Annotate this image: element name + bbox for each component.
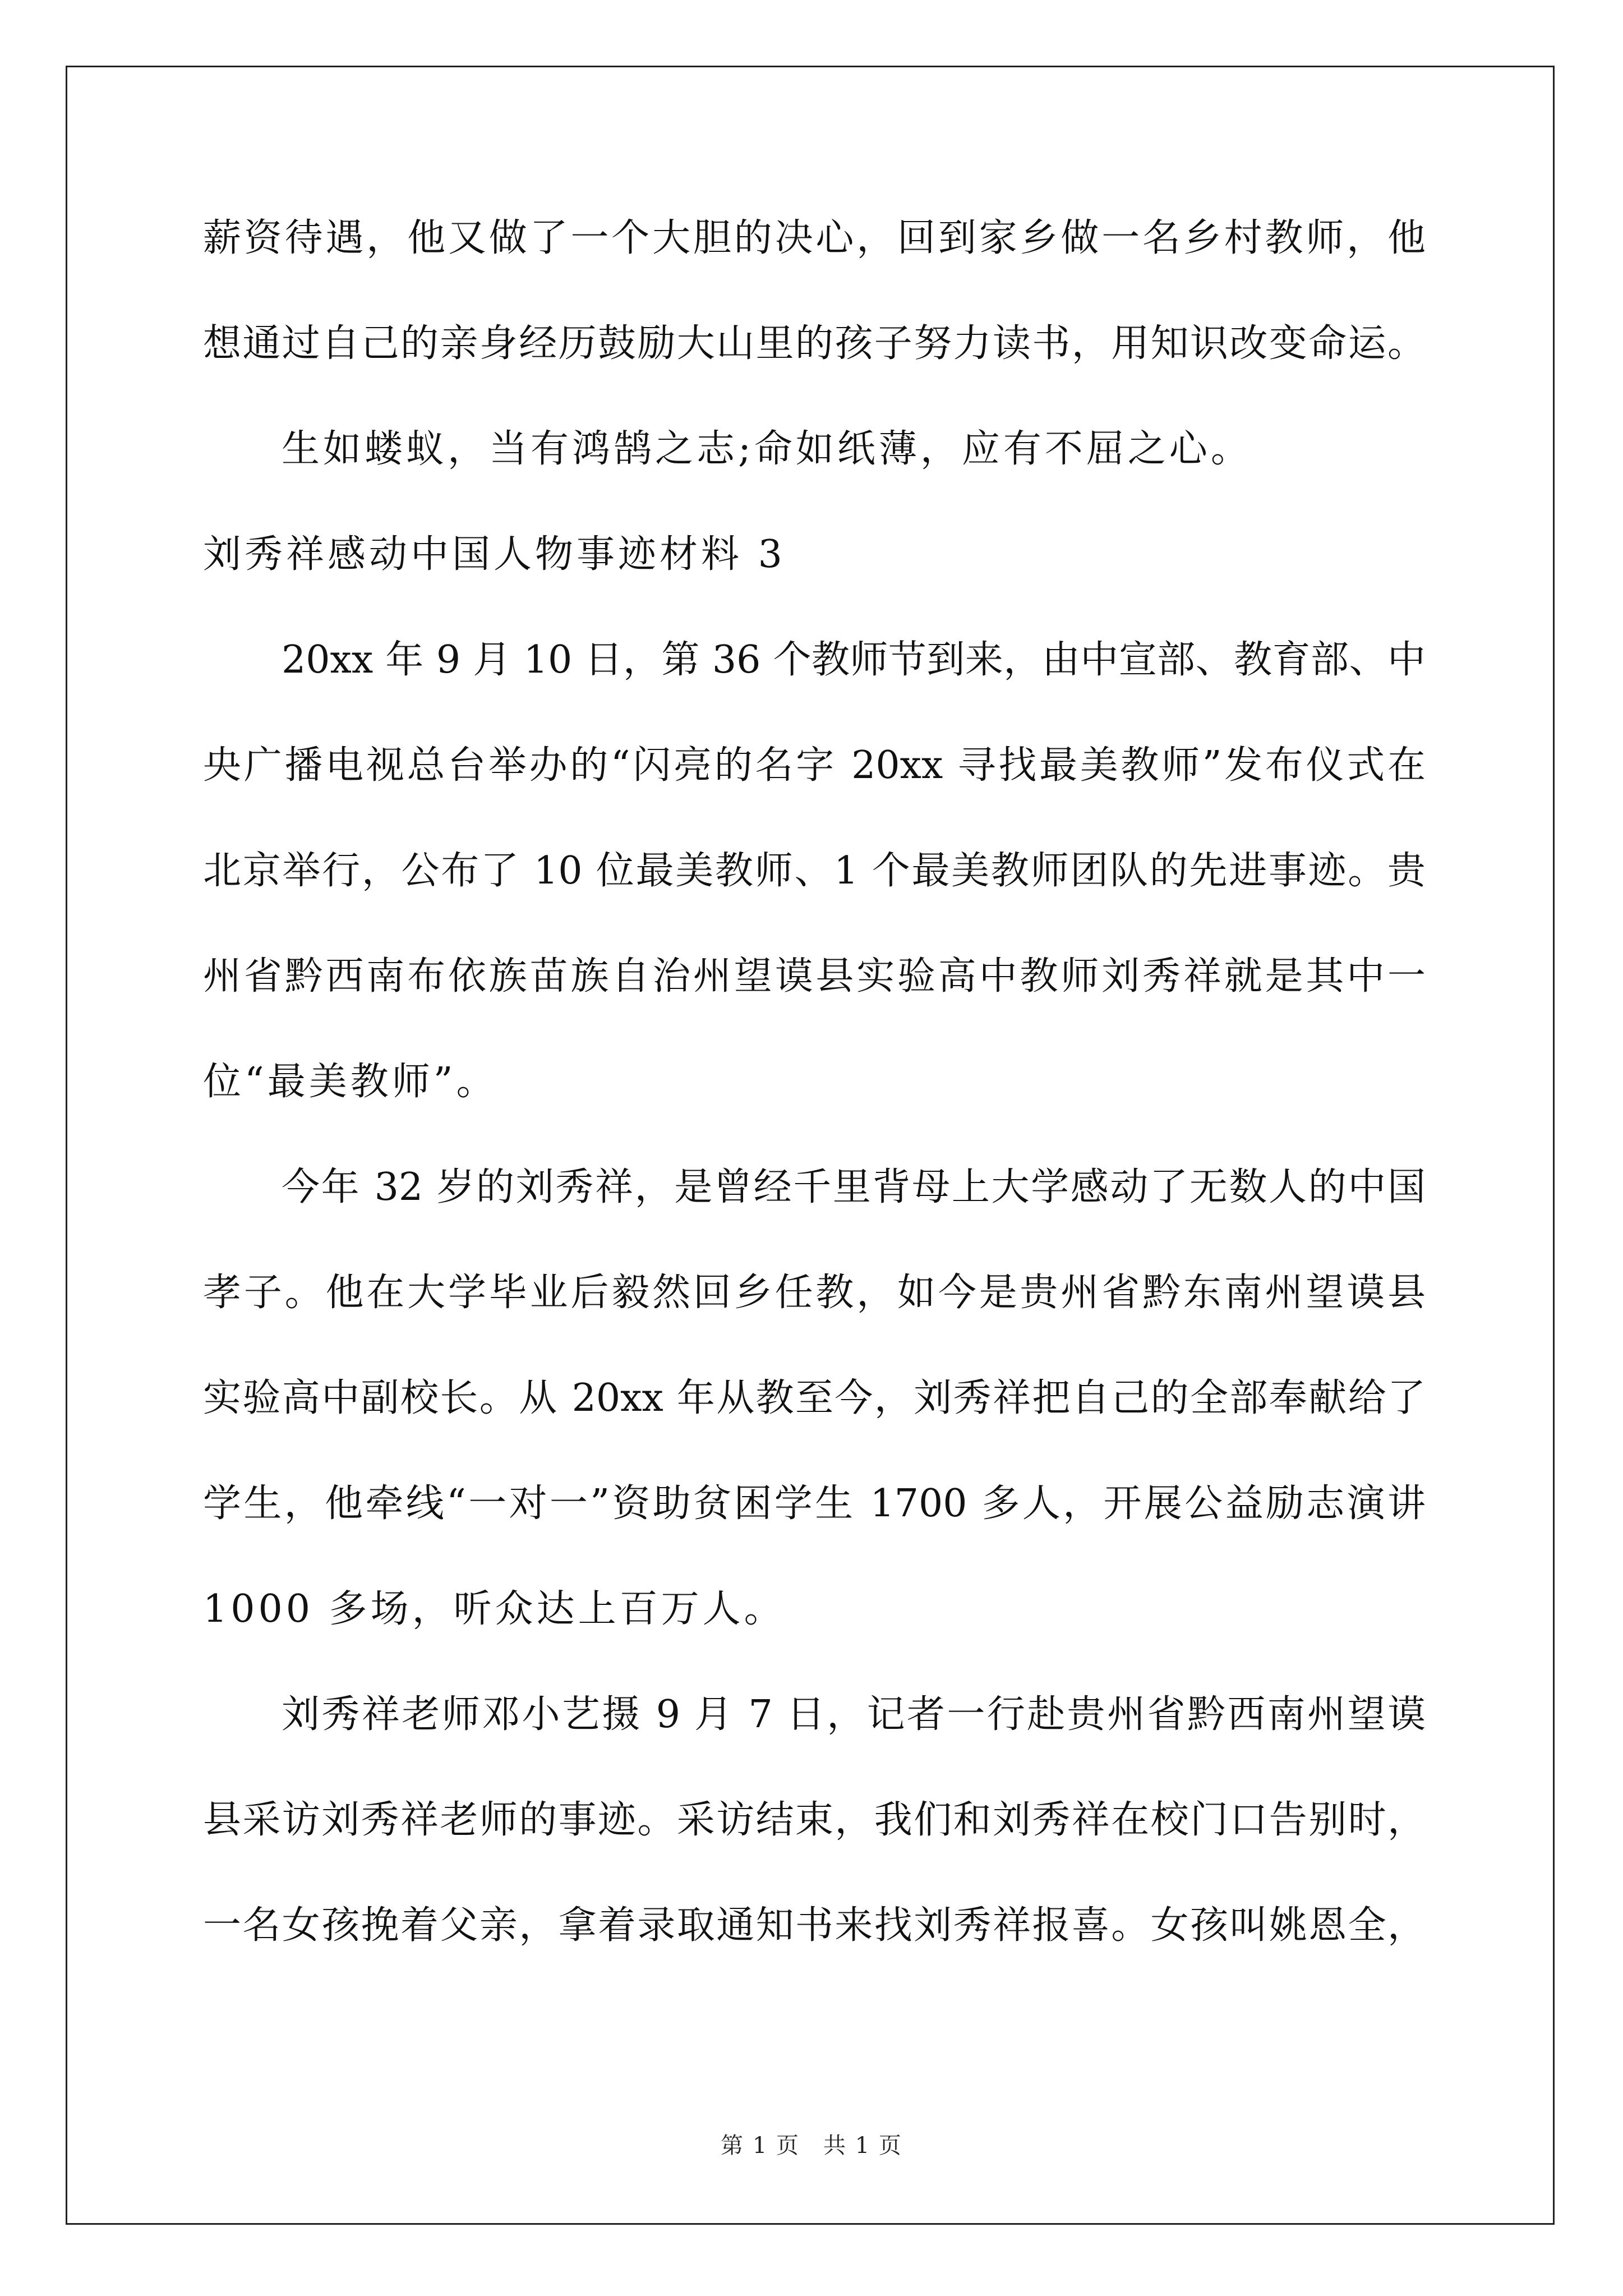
text-line: 20xx 年 9 月 10 日，第 36 个教师节到来，由中宣部、教育部、中 xyxy=(282,638,1426,682)
text-line: 1000 多场，听众达上百万人。 xyxy=(203,1587,786,1631)
text-line: 生如蝼蚁，当有鸿鹄之志;命如纸薄，应有不屈之心。 xyxy=(282,427,1252,471)
text-line: 一名女孩挽着父亲，拿着录取通知书来找刘秀祥报喜。女孩叫姚恩全， xyxy=(203,1903,1426,1948)
text-line: 今年 32 岁的刘秀祥，是曾经千里背母上大学感动了无数人的中国 xyxy=(282,1165,1426,1209)
text-line: 学生，他牵线“一对一”资助贫困学生 1700 多人，开展公益励志演讲 xyxy=(203,1481,1426,1526)
text-line: 实验高中副校长。从 20xx 年从教至今，刘秀祥把自己的全部奉献给了 xyxy=(203,1376,1426,1420)
text-line: 州省黔西南布依族苗族自治州望谟县实验高中教师刘秀祥就是其中一 xyxy=(203,954,1426,999)
document-body xyxy=(203,216,1426,1948)
text-line: 县采访刘秀祥老师的事迹。采访结束，我们和刘秀祥在校门口告别时， xyxy=(203,1798,1426,1842)
page-footer: 第 1 页 共 1 页 xyxy=(721,2133,902,2159)
text-line: 位“最美教师”。 xyxy=(203,1060,498,1104)
text-line: 想通过自己的亲身经历鼓励大山里的孩子努力读书，用知识改变命运。 xyxy=(203,321,1426,366)
section-heading: 刘秀祥感动中国人物事迹材料 3 xyxy=(203,532,786,577)
text-line: 刘秀祥老师邓小艺摄 9 月 7 日，记者一行赴贵州省黔西南州望谟 xyxy=(282,1692,1426,1737)
text-line: 孝子。他在大学毕业后毅然回乡任教，如今是贵州省黔东南州望谟县 xyxy=(203,1271,1426,1315)
text-line: 薪资待遇，他又做了一个大胆的决心，回到家乡做一名乡村教师，他 xyxy=(203,216,1426,260)
text-line: 央广播电视总台举办的“闪亮的名字 20xx 寻找最美教师”发布仪式在 xyxy=(203,743,1426,788)
text-line: 北京举行，公布了 10 位最美教师、1 个最美教师团队的先进事迹。贵 xyxy=(203,849,1426,893)
